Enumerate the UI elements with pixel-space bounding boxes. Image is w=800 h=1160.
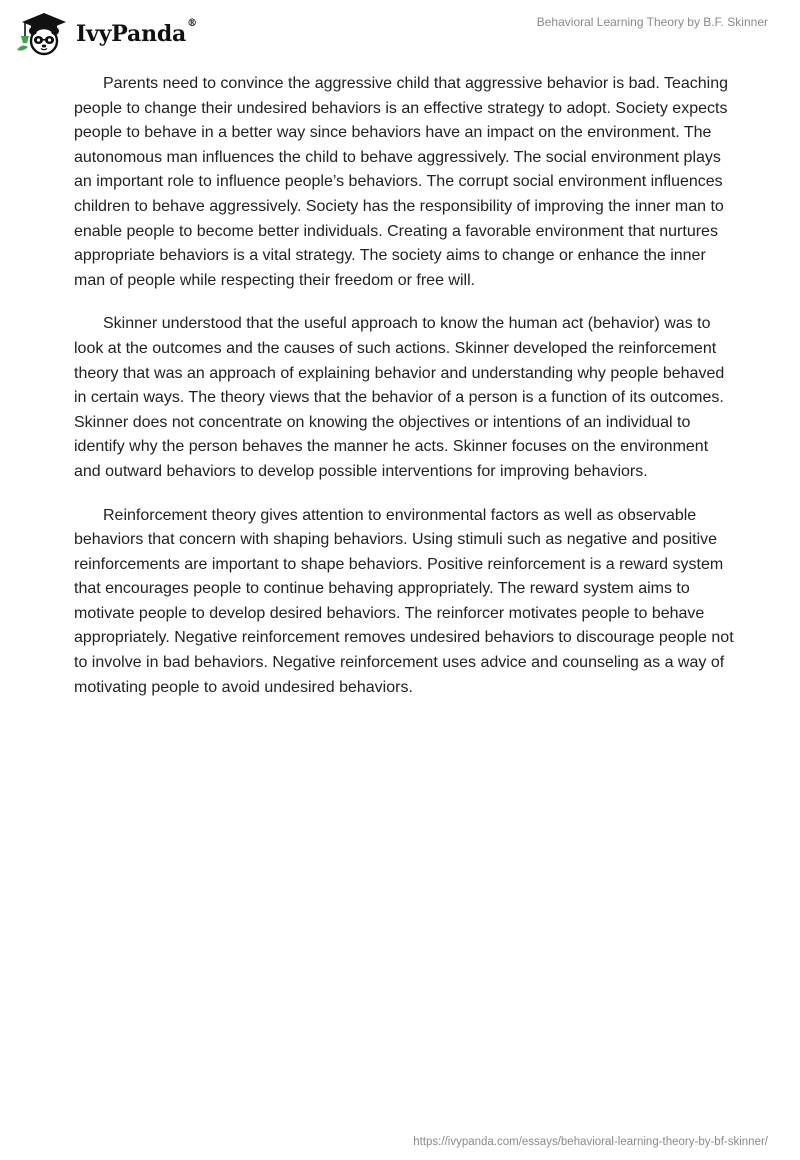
document-title: Behavioral Learning Theory by B.F. Skinner <box>536 15 768 29</box>
panda-graduation-cap-icon <box>14 10 72 56</box>
brand-logo[interactable] <box>14 10 197 56</box>
paragraph-2: Skinner understood that the useful approach to know the human act (behavior) was to look at the outcomes and the causes of such actions. Skinner developed the reinforcement theory that was an approach of explaining behavior and understanding why people behaved in certain ways. The theory views that the behavior of a person is a function of its outcomes. Skinner does not concentrate on knowing the objectives or intentions of an individual to identify why the person behaves the manner he acts. Skinner focuses on the environment and outward behaviors to develop possible interventions for improving behaviors. <box>74 315 725 480</box>
paragraph-3: Reinforcement theory gives attention to environmental factors as well as observable behaviors that concern with shaping behaviors. Using stimuli such as negative and positive reinforcements are important to shape behaviors. Positive reinforcement is a reward system that encourages people to continue behaving appropriately. The reward system aims to motivate people to develop desired behaviors. The reinforcer motivates people to behave appropriately. Negative reinforcement removes undesired behaviors to discourage people not to involve in bad behaviors. Negative reinforcement uses advice and counseling as a way of motivating people to avoid undesired behaviors. <box>74 506 734 696</box>
brand-name: IvyPanda® <box>76 18 197 47</box>
paragraph-1: Parents need to convince the aggressive child that aggressive behavior is bad. Teaching people to change their undesired behaviors is an effective strategy to adopt. Society expects people to behave in a better way since behaviors have an impact on the environment. The autonomous man influences the child to behave aggressively. The social environment plays an important role to influence people’s behaviors. The corrupt social environment influences children to behave aggressively. Society has the responsibility of improving the inner man to enable people to become better individuals. Creating a favorable environment that nurtures appropriate behaviors is a vital strategy. The society aims to change or enhance the inner man of people while respecting their freedom or free will. <box>74 75 728 289</box>
source-url-link[interactable]: https://ivypanda.com/essays/behavioral-learning-theory-by-bf-skinner/ <box>413 1136 768 1148</box>
essay-body <box>74 72 736 719</box>
registered-mark: ® <box>187 18 197 29</box>
